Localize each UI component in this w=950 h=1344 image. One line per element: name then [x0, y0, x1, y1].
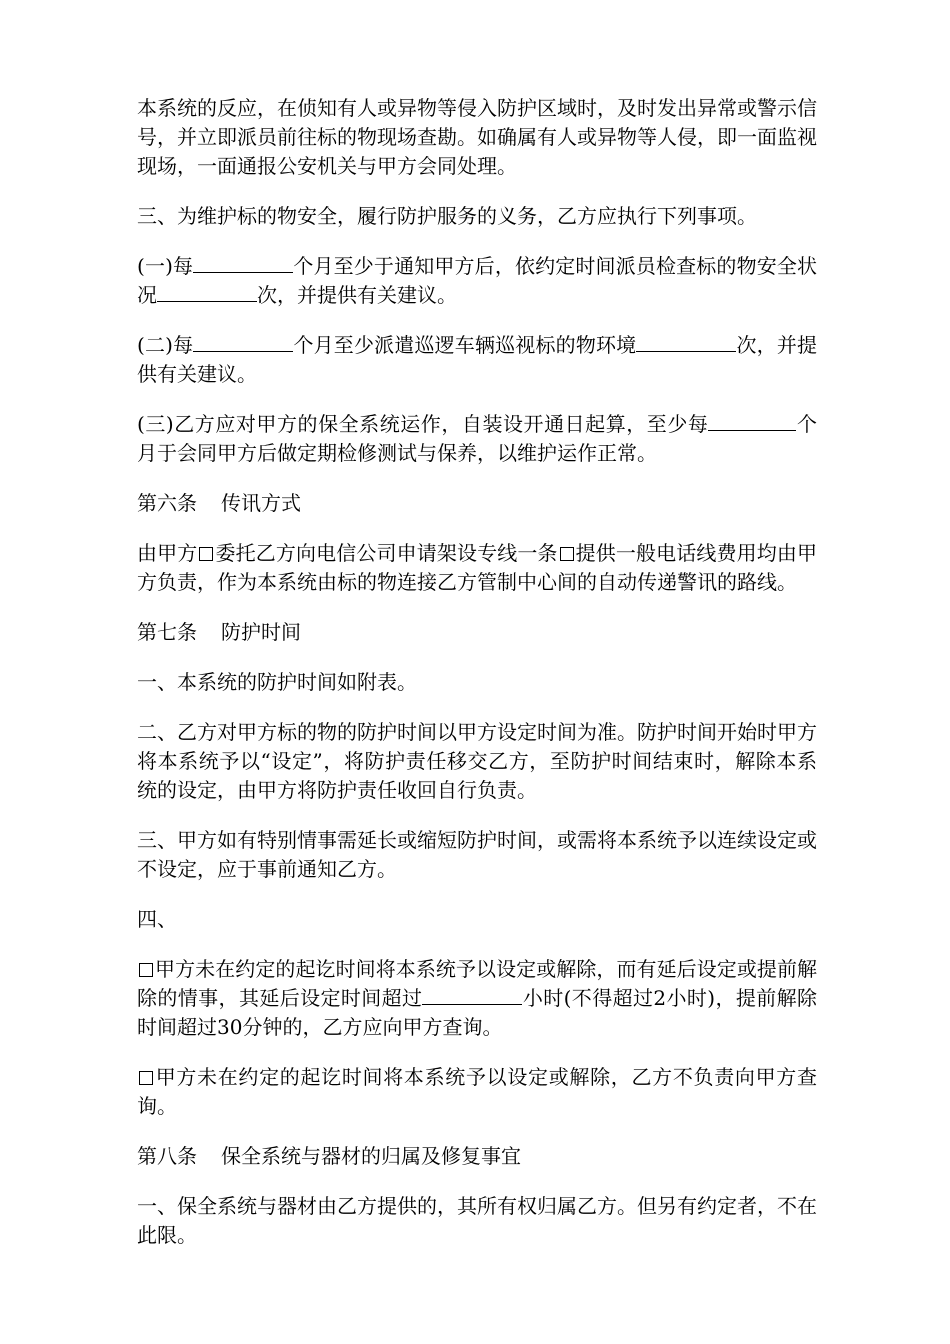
text-fragment: 次，并提供有关建议。: [137, 333, 818, 386]
article-number: 第七条: [137, 620, 197, 644]
fill-blank-hours: [422, 984, 522, 1005]
paragraph-text: 四、: [137, 907, 177, 931]
paragraph-text: 一、保全系统与器材由乙方提供的，其所有权归属乙方。但另有约定者，不在此限。: [137, 1194, 817, 1247]
fill-blank-months-part1: [708, 410, 752, 431]
paragraph-clause-3: [137, 202, 817, 231]
paragraph-item-1: [137, 252, 817, 310]
fill-blank-months-part2: [752, 410, 796, 431]
text-fragment: 甲方未在约定的起讫时间将本系统予以设定或解除，乙方不负责向甲方查询。: [137, 1065, 817, 1118]
checkbox-icon: [199, 547, 213, 561]
text-fragment: (一)每: [137, 254, 194, 278]
heading-article-7: [137, 618, 817, 647]
article-number: 第八条: [137, 1144, 197, 1168]
paragraph-item-2: [137, 331, 817, 389]
article-title: 防护时间: [221, 620, 301, 644]
paragraph-text: 本系统的反应，在侦知有人或异物等侵入防护区域时，及时发出异常或警示信号，并立即派员前往标的物现场查勘。如确属有人或异物等人侵，即一面监视现场，一面通报公安机关与甲方会同处理。: [137, 96, 817, 178]
text-fragment: 个月于会同甲方后做定期检修测试与保养，以维护运作正常。: [137, 412, 817, 465]
paragraph-text: 三、为维护标的物安全，履行防护服务的义务，乙方应执行下列事项。: [137, 204, 757, 228]
heading-article-8: [137, 1142, 817, 1171]
text-fragment: 由甲方: [137, 541, 198, 565]
paragraph-text: 三、甲方如有特别情事需延长或缩短防护时间，或需将本系统予以连续设定或不设定，应于事前通知乙方。: [137, 828, 817, 881]
fill-blank-months: [193, 331, 293, 352]
text-fragment: (三)乙方应对甲方的保全系统运作，自装设开通日起算，至少每: [137, 412, 709, 436]
paragraph-ownership-1: [137, 1192, 817, 1250]
checkbox-icon: [139, 963, 153, 977]
paragraph-communication: [137, 539, 817, 597]
checkbox-icon: [560, 547, 574, 561]
text-fragment: 小时(不得超过2小时)，提前解除时间超过30分钟的，乙方应向甲方查询。: [137, 986, 817, 1039]
paragraph-option-b: [137, 1063, 817, 1121]
text-fragment: 个月至少派遣巡逻车辆巡视标的物环境: [293, 333, 637, 357]
document-page: [137, 94, 817, 1271]
text-fragment: 次，并提供有关建议。: [257, 283, 457, 307]
text-fragment: (二)每: [137, 333, 194, 357]
paragraph-protection-3: [137, 826, 817, 884]
paragraph-item-3: [137, 410, 817, 468]
fill-blank-months: [193, 252, 293, 273]
heading-article-6: [137, 489, 817, 518]
article-number: 第六条: [137, 491, 197, 515]
article-title: 保全系统与器材的归属及修复事宜: [221, 1144, 521, 1168]
paragraph-text: 二、乙方对甲方标的物的防护时间以甲方设定时间为准。防护时间开始时甲方将本系统予以“设定”，将防护责任移交乙方，至防护时间结束时，解除本系统的设定，由甲方将防护责任收回自行负责。: [137, 720, 817, 802]
paragraph-protection-4: [137, 905, 817, 934]
text-fragment: 甲方未在约定的起讫时间将本系统予以设定或解除，而有延后设定或提前解除的情事，其延后设定时间超过: [137, 957, 817, 1010]
article-title: 传讯方式: [221, 491, 301, 515]
text-fragment: 个月至少于通知甲方后，依约定时间派员检查标的物安全状况: [137, 254, 818, 307]
fill-blank-times: [636, 331, 736, 352]
text-fragment: 提供一般电话线费用均由甲方负责，作为本系统由标的物连接乙方管制中心间的自动传递警讯的路线。: [137, 541, 818, 594]
paragraph-option-a: [137, 955, 817, 1042]
checkbox-icon: [139, 1071, 153, 1085]
paragraph-text: 一、本系统的防护时间如附表。: [137, 670, 417, 694]
paragraph-protection-1: [137, 668, 817, 697]
paragraph-protection-2: [137, 718, 817, 805]
paragraph-system-response: [137, 94, 817, 181]
text-fragment: 委托乙方向电信公司申请架设专线一条: [215, 541, 558, 565]
fill-blank-times: [157, 281, 257, 302]
